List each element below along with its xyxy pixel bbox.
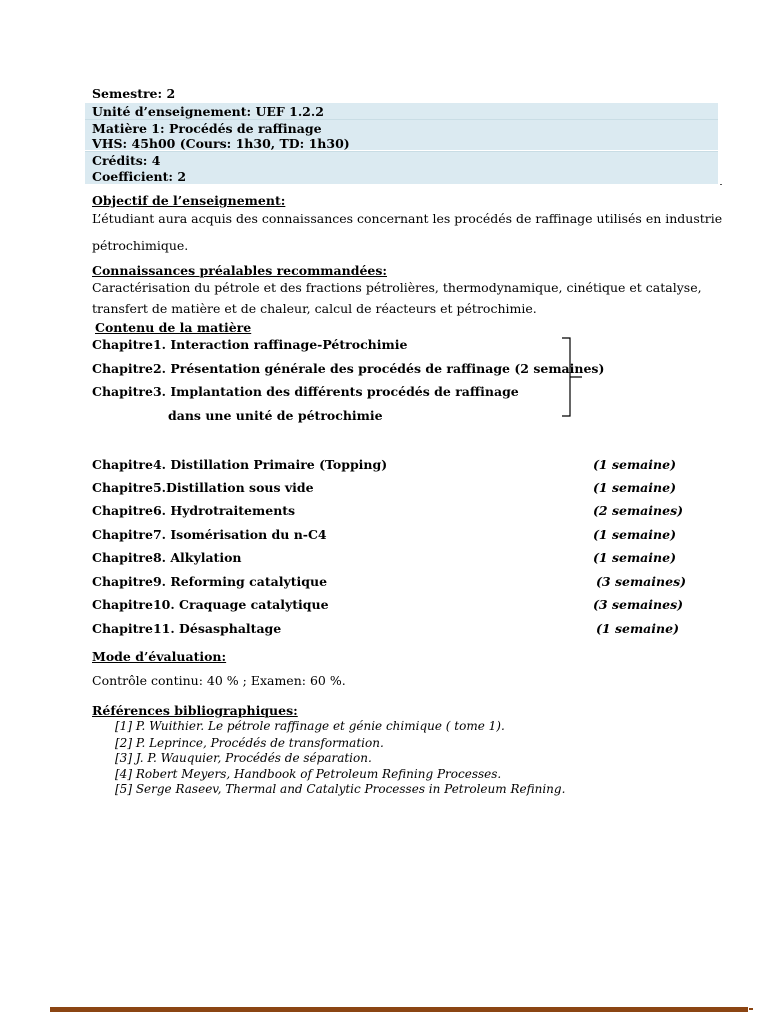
chapters-brace [560, 336, 586, 418]
footer-rule [50, 1007, 748, 1012]
contenu-title: Contenu de la matière [95, 320, 252, 335]
chapter-row: Chapitre4. Distillation Primaire (Topping) [92, 457, 388, 472]
chapter-2: Chapitre2. Présentation générale des procédés de raffinage (2 semaines) [92, 361, 605, 376]
footer-mark [749, 1008, 753, 1010]
coefficient-label: Coefficient: 2 [92, 169, 187, 184]
reference-item: [3] J. P. Wauquier, Procédés de séparation. [115, 751, 372, 765]
chapter-row: Chapitre7. Isomérisation du n-C4 [92, 527, 327, 542]
objectif-line-1: L’étudiant aura acquis des connaissances concernant les procédés de raffinage utilisés en industrie [92, 211, 723, 226]
chapter-row: Chapitre9. Reforming catalytique [92, 574, 328, 589]
vhs-label: VHS: 45h00 (Cours: 1h30, TD: 1h30) [92, 136, 350, 151]
credits-label: Crédits: 4 [92, 153, 161, 168]
matiere-label: Matière 1: Procédés de raffinage [92, 121, 322, 136]
reference-item: [2] P. Leprince, Procédés de transformation. [115, 736, 384, 750]
chapter-row: Chapitre5.Distillation sous vide [92, 480, 314, 495]
chapter-duration: (3 semaines) [593, 597, 684, 612]
unite-label: Unité d’enseignement: UEF 1.2.2 [92, 104, 324, 119]
chapter-duration: (1 semaine) [596, 621, 679, 636]
reference-item: [1] P. Wuithier. Le pétrole raffinage et génie chimique ( tome 1). [115, 719, 505, 733]
objectif-line-2: pétrochimique. [92, 238, 189, 253]
prealables-line-2: transfert de matière et de chaleur, calcul de réacteurs et pétrochimie. [92, 301, 537, 316]
prealables-line-1: Caractérisation du pétrole et des fractions pétrolières, thermodynamique, cinétique et catalyse, [92, 280, 702, 295]
header-divider [85, 151, 718, 152]
evaluation-title: Mode d’évaluation: [92, 649, 227, 664]
chapter-3: Chapitre3. Implantation des différents procédés de raffinage [92, 384, 519, 399]
chapter-3-continued: dans une unité de pétrochimie [168, 408, 383, 423]
chapter-1: Chapitre1. Interaction raffinage-Pétrochimie [92, 337, 408, 352]
chapter-row: Chapitre8. Alkylation [92, 550, 242, 565]
chapter-row: Chapitre6. Hydrotraitements [92, 503, 296, 518]
semestre-label: Semestre: 2 [92, 86, 176, 101]
prealables-title: Connaissances préalables recommandées: [92, 263, 388, 278]
references-title: Références bibliographiques: [92, 703, 298, 718]
header-divider [85, 119, 718, 120]
chapter-duration: (3 semaines) [596, 574, 687, 589]
reference-item: [5] Serge Raseev, Thermal and Catalytic Processes in Petroleum Refining. [115, 782, 566, 796]
evaluation-text: Contrôle continu: 40 % ; Examen: 60 %. [92, 673, 346, 688]
chapter-duration: (1 semaine) [593, 550, 676, 565]
chapter-duration: (2 semaines) [593, 503, 684, 518]
chapter-duration: (1 semaine) [593, 457, 676, 472]
chapter-duration: (1 semaine) [593, 527, 676, 542]
chapter-row: Chapitre10. Craquage catalytique [92, 597, 329, 612]
chapter-duration: (1 semaine) [593, 480, 676, 495]
stray-mark [720, 184, 722, 185]
reference-item: [4] Robert Meyers, Handbook of Petroleum Refining Processes. [115, 767, 502, 781]
chapter-row: Chapitre11. Désasphaltage [92, 621, 282, 636]
objectif-title: Objectif de l’enseignement: [92, 193, 286, 208]
